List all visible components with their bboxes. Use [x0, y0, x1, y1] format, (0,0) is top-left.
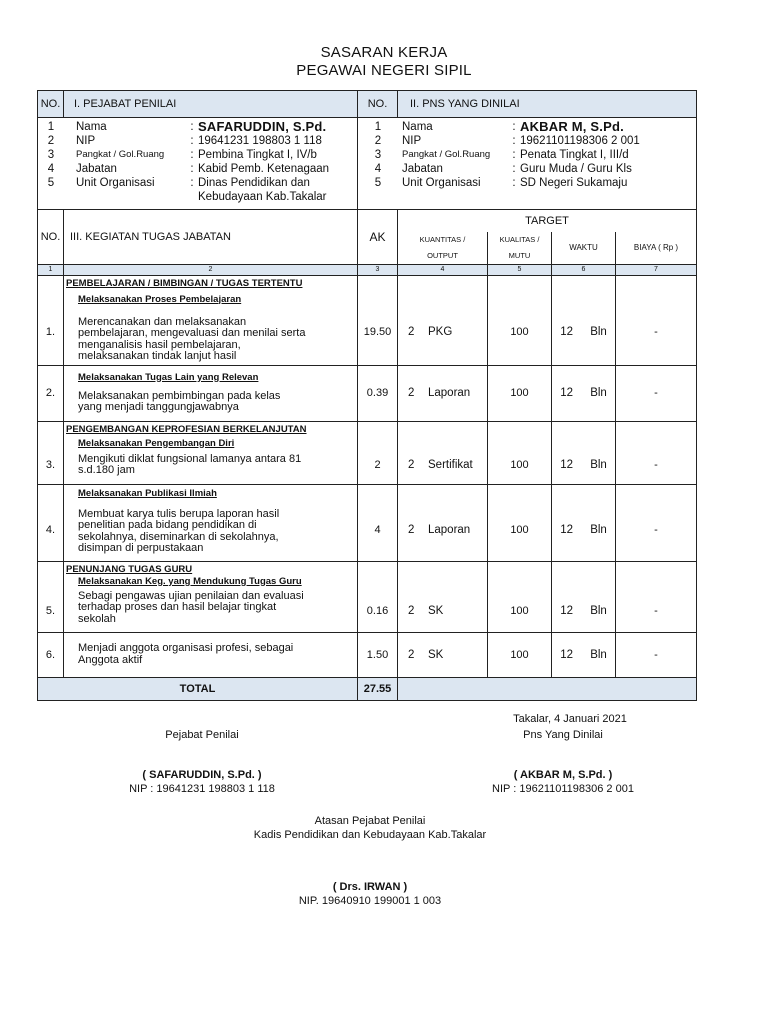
row-mutu: 100	[488, 561, 552, 632]
pejabat-jabatan: Kabid Pemb. Ketenagaan	[198, 163, 330, 175]
pns-pangkat-row: 3 Pangkat / Gol.Ruang : Penata Tingkat I, III/d	[358, 148, 696, 162]
atasan-role: Atasan Pejabat Penilai	[314, 815, 426, 827]
table-row	[38, 561, 697, 632]
right-signer-name: ( AKBAR M, S.Pd. )	[513, 769, 613, 781]
row-no: 2.	[38, 365, 64, 421]
atasan-nip: NIP. 19640910 199001 1 003	[298, 895, 442, 907]
header-pejabat: I. PEJABAT PENILAI	[64, 91, 358, 118]
pejabat-identity	[38, 118, 358, 210]
row-ak: 0.16	[358, 561, 398, 632]
row-activity: Menjadi anggota organisasi profesi, sebagai Anggota aktif	[64, 632, 358, 677]
row-biaya: -	[616, 632, 697, 677]
row-waktu: 12 Bln	[552, 275, 616, 365]
total-row	[38, 677, 697, 700]
row-biaya: -	[616, 484, 697, 561]
pejabat-nama-row: 1 Nama : SAFARUDDIN, S.Pd.	[38, 120, 357, 134]
right-signer-nip: NIP : 19621101198306 2 001	[492, 783, 634, 795]
pejabat-unit: Dinas Pendidikan dan	[198, 177, 310, 189]
colnum-6: 6	[552, 264, 616, 275]
header-biaya: BIAYA ( Rp )	[616, 232, 697, 265]
atasan-title: Kadis Pendidikan dan Kebudayaan Kab.Takalar	[253, 829, 487, 841]
left-role: Pejabat Penilai	[165, 729, 239, 741]
left-signer-name: ( SAFARUDDIN, S.Pd. )	[142, 769, 262, 781]
row-activity: PEMBELAJARAN / BIMBINGAN / TUGAS TERTENTU Melaksanakan Proses Pembelajaran Merencanakan dan melaksanakan pembelajaran, mengevaluasi dan menilai serta menganalisis hasil pembelajaran, melaksanakan tindak lanjut hasil	[64, 275, 358, 365]
row-activity: Melaksanakan Tugas Lain yang Relevan Melaksanakan pembimbingan pada kelas yang menjadi tanggungjawabnya	[64, 365, 358, 421]
row-ak: 19.50	[358, 275, 398, 365]
table-row	[38, 632, 697, 677]
colnum-7: 7	[616, 264, 697, 275]
right-role: Pns Yang Dinilai	[523, 729, 603, 741]
colnum-4: 4	[398, 264, 488, 275]
pns-jabatan-row: 4 Jabatan : Guru Muda / Guru Kls	[358, 162, 696, 176]
colnum-2: 2	[64, 264, 358, 275]
pejabat-unit-row: 5 Unit Organisasi : Dinas Pendidikan dan	[38, 176, 357, 190]
pns-unit: SD Negeri Sukamaju	[520, 177, 628, 189]
total-value: 27.55	[358, 677, 398, 700]
header-no-left: NO.	[38, 91, 64, 118]
pejabat-nip: 19641231 198803 1 118	[198, 135, 322, 147]
pns-nama-row: 1 Nama : AKBAR M, S.Pd.	[358, 120, 696, 134]
doc-title-line2: PEGAWAI NEGERI SIPIL	[296, 62, 472, 79]
pejabat-pangkat-row: 3 Pangkat / Gol.Ruang : Pembina Tingkat I, IV/b	[38, 148, 357, 162]
row-biaya: -	[616, 561, 697, 632]
colnum-3: 3	[358, 264, 398, 275]
row-waktu: 12 Bln	[552, 484, 616, 561]
row-no: 5.	[38, 561, 64, 632]
total-empty	[398, 677, 697, 700]
header-waktu: WAKTU	[552, 232, 616, 265]
row-output: 2 Laporan	[398, 365, 488, 421]
row-no: 3.	[38, 421, 64, 484]
row-output: 2 SK	[398, 561, 488, 632]
pns-nip-row: 2 NIP : 19621101198306 2 001	[358, 134, 696, 148]
row-mutu: 100	[488, 275, 552, 365]
pns-nama: AKBAR M, S.Pd.	[520, 119, 624, 134]
row-no: 1.	[38, 275, 64, 365]
kegiatan-header-title: III. KEGIATAN TUGAS JABATAN	[64, 210, 358, 265]
row-biaya: -	[616, 365, 697, 421]
row-ak: 4	[358, 484, 398, 561]
colnum-5: 5	[488, 264, 552, 275]
pns-identity	[358, 118, 697, 210]
row-ak: 0.39	[358, 365, 398, 421]
row-ak: 2	[358, 421, 398, 484]
total-label: TOTAL	[38, 677, 358, 700]
row-ak: 1.50	[358, 632, 398, 677]
atasan-name: ( Drs. IRWAN )	[332, 881, 408, 893]
place-date: Takalar, 4 Januari 2021	[513, 713, 627, 725]
table-row	[38, 421, 697, 484]
row-output: 2 PKG	[398, 275, 488, 365]
kegiatan-header-ak: AK	[358, 210, 398, 265]
row-mutu: 100	[488, 632, 552, 677]
row-biaya: -	[616, 421, 697, 484]
pejabat-pangkat: Pembina Tingkat I, IV/b	[198, 149, 317, 161]
row-waktu: 12 Bln	[552, 365, 616, 421]
pns-pangkat: Penata Tingkat I, III/d	[520, 149, 629, 161]
row-waktu: 12 Bln	[552, 632, 616, 677]
left-signer-nip: NIP : 19641231 198803 1 118	[129, 783, 275, 795]
skp-table	[37, 90, 697, 701]
identity-header-row	[38, 91, 697, 118]
row-no: 4.	[38, 484, 64, 561]
row-no: 6.	[38, 632, 64, 677]
colnum-1: 1	[38, 264, 64, 275]
row-mutu: 100	[488, 484, 552, 561]
row-waktu: 12 Bln	[552, 421, 616, 484]
row-waktu: 12 Bln	[552, 561, 616, 632]
header-kuantitas: KUANTITAS / OUTPUT	[398, 232, 488, 265]
table-row	[38, 365, 697, 421]
row-activity: Melaksanakan Publikasi Ilmiah Membuat karya tulis berupa laporan hasil penelitian pada bidang pendidikan di sekolahnya, diseminarkan di sekolahnya, disimpan di perpustakaan	[64, 484, 358, 561]
pejabat-nama: SAFARUDDIN, S.Pd.	[198, 119, 327, 134]
row-output: 2 Laporan	[398, 484, 488, 561]
pejabat-unit-row-2: Kebudayaan Kab.Takalar	[198, 191, 327, 203]
doc-title-line1: SASARAN KERJA	[320, 44, 448, 61]
pns-nip: 19621101198306 2 001	[520, 135, 640, 147]
row-mutu: 100	[488, 421, 552, 484]
header-pns: II. PNS YANG DINILAI	[398, 91, 697, 118]
column-number-row	[38, 264, 697, 275]
pns-unit-row: 5 Unit Organisasi : SD Negeri Sukamaju	[358, 176, 696, 190]
identity-row	[38, 118, 697, 210]
kegiatan-header-row	[38, 210, 697, 232]
pejabat-jabatan-row: 4 Jabatan : Kabid Pemb. Ketenagaan	[38, 162, 357, 176]
table-row	[38, 275, 697, 365]
row-biaya: -	[616, 275, 697, 365]
pns-jabatan: Guru Muda / Guru Kls	[520, 163, 632, 175]
row-activity: PENUNJANG TUGAS GURU Melaksanakan Keg. yang Mendukung Tugas Guru Sebagi pengawas ujian penilaian dan evaluasi terhadap proses dan hasil belajar tingkat sekolah	[64, 561, 358, 632]
row-output: 2 SK	[398, 632, 488, 677]
row-mutu: 100	[488, 365, 552, 421]
row-output: 2 Sertifikat	[398, 421, 488, 484]
table-row	[38, 484, 697, 561]
row-activity: PENGEMBANGAN KEPROFESIAN BERKELANJUTAN Melaksanakan Pengembangan Diri Mengikuti diklat fungsional lamanya antara 81 s.d.180 jam	[64, 421, 358, 484]
pejabat-nip-row: 2 NIP : 19641231 198803 1 118	[38, 134, 357, 148]
header-kualitas: KUALITAS / MUTU	[488, 232, 552, 265]
kegiatan-header-target: TARGET	[398, 210, 697, 232]
kegiatan-header-no: NO.	[38, 210, 64, 265]
header-no-right: NO.	[358, 91, 398, 118]
